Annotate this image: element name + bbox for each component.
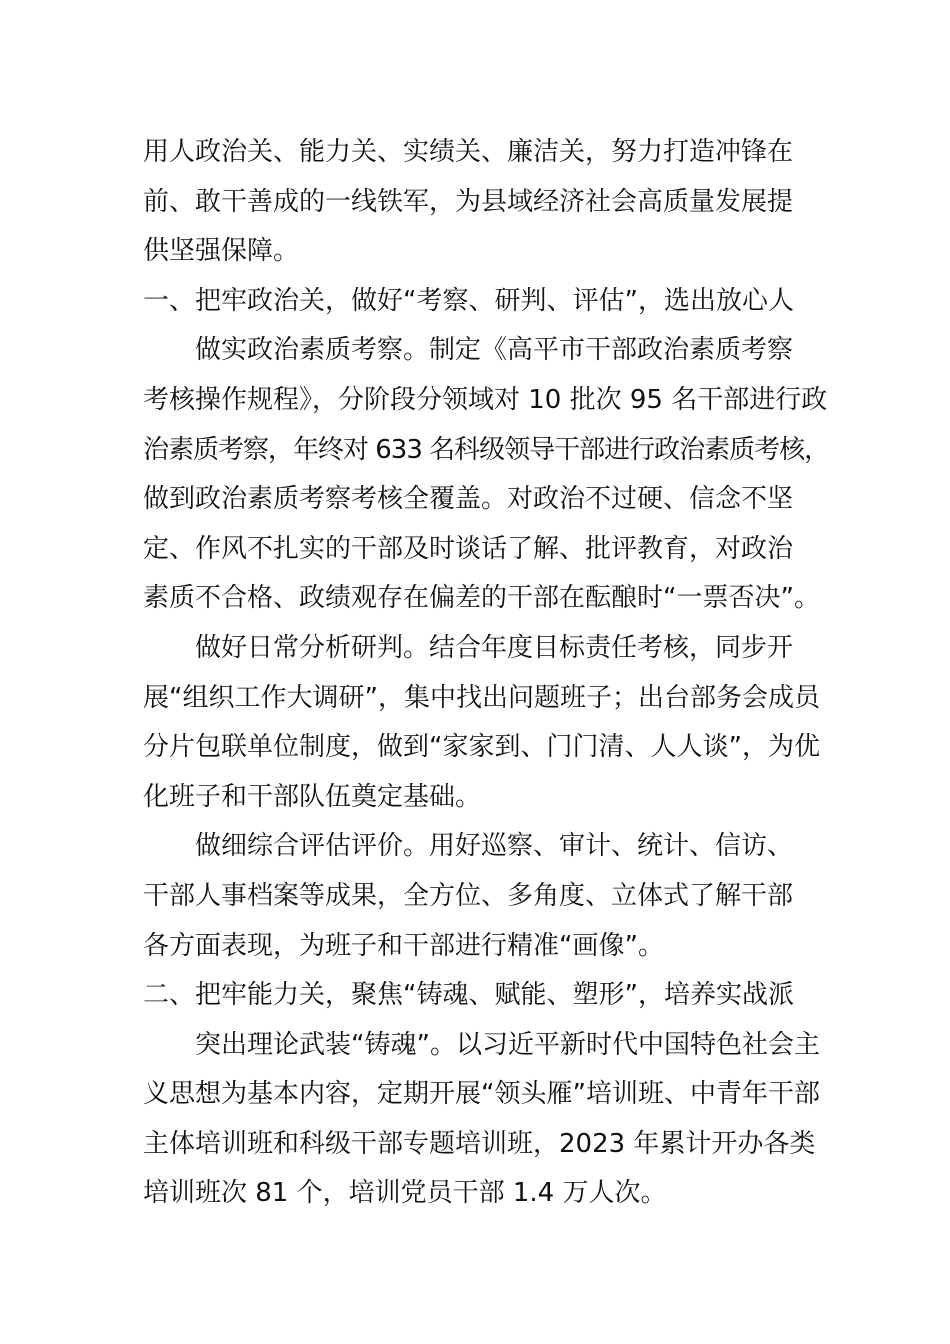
text-line: 一、把牢政治关，做好“考察、研判、评估”，选出放心人 [143,285,794,316]
text-line: 做到政治素质考察考核全覆盖。对政治不过硬、信念不坚 [143,484,794,515]
text-line: 培训班次 81 个，培训党员干部 1.4 万人次。 [143,1178,667,1209]
text-line: 做实政治素质考察。制定《高平市干部政治素质考察 [195,335,794,366]
text-line: 展“组织工作大调研”，集中找出问题班子；出台部务会成员 [143,682,820,713]
document-body [143,128,833,1219]
text-line: 义思想为基本内容，定期开展“领头雁”培训班、中青年干部 [143,1079,820,1110]
text-line: 干部人事档案等成果，全方位、多角度、立体式了解干部 [143,880,794,911]
text-line: 考核操作规程》，分阶段分领域对 10 批次 95 名干部进行政 [143,384,828,415]
text-line: 主体培训班和科级干部专题培训班，2023 年累计开办各类 [143,1128,816,1159]
text-line: 各方面表现，为班子和干部进行精准“画像”。 [143,930,664,961]
text-line: 做细综合评估评价。用好巡察、审计、统计、信访、 [195,831,794,862]
text-line: 供坚强保障。 [143,236,300,267]
text-line: 治素质考察，年终对 633 名科级领导干部进行政治素质考核， [143,434,830,465]
text-line: 二、把牢能力关，聚焦“铸魂、赋能、塑形”，培养实战派 [143,980,794,1011]
text-line: 分片包联单位制度，做到“家家到、门门清、人人谈”，为优 [143,732,820,763]
text-line: 突出理论武装“铸魂”。以习近平新时代中国特色社会主 [195,1029,820,1060]
text-line: 做好日常分析研判。结合年度目标责任考核，同步开 [195,632,794,663]
text-line: 素质不合格、政绩观存在偏差的干部在酝酿时“一票否决”。 [143,583,820,614]
text-line: 前、敢干善成的一线铁军，为县域经济社会高质量发展提 [143,186,794,217]
text-line: 用人政治关、能力关、实绩关、廉洁关，努力打造冲锋在 [143,137,794,167]
text-line: 定、作风不扎实的干部及时谈话了解、批评教育，对政治 [143,533,794,564]
text-line: 化班子和干部队伍奠定基础。 [143,781,482,812]
